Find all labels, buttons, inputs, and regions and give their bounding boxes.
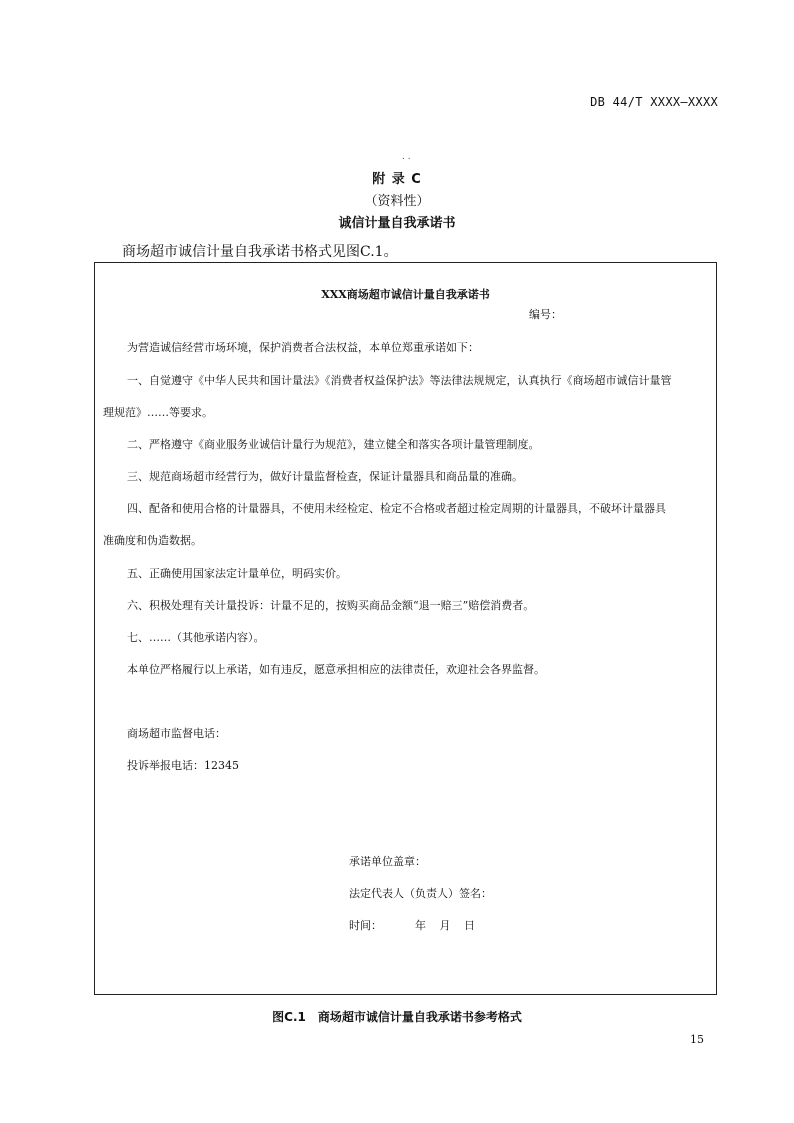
paragraph-item-6: 六、积极处理有关计量投诉：计量不足的，按购买商品金额“退一赔三”赔偿消费者。 <box>127 599 535 612</box>
decorative-dots: . . <box>402 152 411 162</box>
paragraph-closing: 本单位严格履行以上承诺，如有违反，愿意承担相应的法律责任，欢迎社会各界监督。 <box>127 663 545 676</box>
supervision-phone-label: 商场超市监督电话： <box>127 727 226 740</box>
date-units: 年 月 日 <box>415 919 475 932</box>
complaint-phone-label: 投诉举报电话：12345 <box>127 759 239 772</box>
form-title: XXX商场超市诚信计量自我承诺书 <box>321 288 490 301</box>
appendix-label: 附 录 C <box>372 172 422 187</box>
paragraph-item-7: 七、……（其他承诺内容）。 <box>127 631 265 644</box>
form-number-label: 编号： <box>529 308 562 321</box>
paragraph-item-4: 四、配备和使用合格的计量器具，不使用未经检定、检定不合格或者超过检定周期的计量器具，不破坏计量器具 <box>127 502 666 515</box>
date-label: 时间： <box>349 919 382 932</box>
paragraph-item-3: 三、规范商场超市经营行为，做好计量监督检查，保证计量器具和商品量的准确。 <box>127 470 523 483</box>
page-number: 15 <box>690 1033 704 1046</box>
paragraph-preamble: 为营造诚信经营市场环境，保护消费者合法权益，本单位郑重承诺如下： <box>127 341 479 354</box>
signature-label: 法定代表人（负责人）签名： <box>349 887 492 900</box>
paragraph-item-1-cont: 理规范》……等要求。 <box>103 406 213 419</box>
intro-text: 商场超市诚信计量自我承诺书格式见图C.1。 <box>122 244 398 260</box>
paragraph-item-1: 一、自觉遵守《中华人民共和国计量法》《消费者权益保护法》等法律法规规定，认真执行《商场超市诚信计量管 <box>127 374 672 387</box>
paragraph-item-4-cont: 准确度和伪造数据。 <box>103 534 202 547</box>
standard-code: DB 44/T XXXX—XXXX <box>590 95 718 109</box>
seal-label: 承诺单位盖章： <box>349 855 426 868</box>
appendix-title: 诚信计量自我承诺书 <box>338 216 456 231</box>
paragraph-item-2: 二、严格遵守《商业服务业诚信计量行为规范》，建立健全和落实各项计量管理制度。 <box>127 438 540 451</box>
figure-caption: 图C.1 商场超市诚信计量自我承诺书参考格式 <box>272 1010 522 1024</box>
paragraph-item-5: 五、正确使用国家法定计量单位，明码实价。 <box>127 567 347 580</box>
appendix-nature: （资料性） <box>364 194 430 209</box>
